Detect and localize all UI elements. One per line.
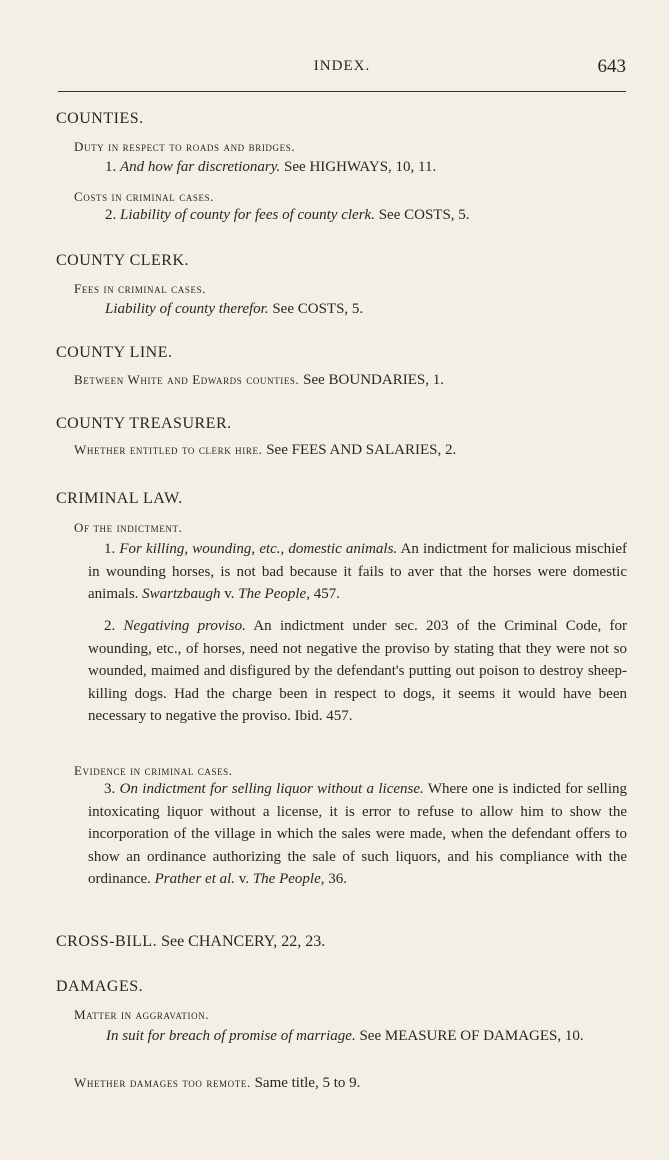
case-page: 36. <box>328 871 347 887</box>
item-italic: In suit for breach of promise of marriage. <box>106 1028 356 1044</box>
damages-item-2 <box>74 1075 360 1092</box>
item-ref: See MEASURE OF DAMAGES, 10. <box>359 1028 584 1044</box>
para-text: An indictment under sec. 203 of the Criminal Code, for wounding, etc., of horses, need not negative the proviso by stating that they were not so wounded, maimed and disfigured by the defendant's putting out poison to destroy sheep-killing dogs. Had the charge been in respect to dogs, it seems it would have been necessary to negative the proviso. Ibid. 457. <box>88 618 627 724</box>
item-ref: See COSTS, 5. <box>378 207 470 223</box>
criminal-law-para-2 <box>88 615 627 728</box>
item-italic: Liability of county therefor. <box>105 301 269 317</box>
para-number: 2. <box>104 618 116 634</box>
page-number: 643 <box>597 56 626 77</box>
header-rule <box>58 91 626 92</box>
county-treasurer-item <box>74 442 456 459</box>
item-ref: See HIGHWAYS, 10, 11. <box>284 159 437 175</box>
item-number: 1. <box>105 159 117 175</box>
case-v: v. <box>238 871 250 887</box>
page-header <box>58 56 626 86</box>
counties-item-2 <box>105 207 470 224</box>
case-party: The People, <box>252 871 325 887</box>
case-party: The People, <box>238 586 310 602</box>
item-italic: And how far discretionary. <box>120 159 281 175</box>
item-ref: See FEES AND SALARIES, 2. <box>266 442 457 458</box>
sub-costs-criminal: Costs in criminal cases. <box>74 189 215 204</box>
heading-criminal-law: CRIMINAL LAW. <box>56 490 183 507</box>
item-sub: Whether entitled to clerk hire. <box>74 442 263 457</box>
sub-indictment: Of the indictment. <box>74 520 183 535</box>
heading-county-treasurer: COUNTY TREASURER. <box>56 415 232 432</box>
para-text: An indictment for malicious mischief in wounding horses, is not bad because it fails to aver that the horses were domestic animals. <box>88 541 627 602</box>
item-sub: Between White and Edwards counties. <box>74 372 300 387</box>
running-title: INDEX. <box>313 58 371 74</box>
case-name: Prather et al. <box>154 871 236 887</box>
para-number: 1. <box>104 541 116 557</box>
sub-evidence-criminal: Evidence in criminal cases. <box>74 763 233 778</box>
county-line-item <box>74 372 444 389</box>
heading-county-line: COUNTY LINE. <box>56 344 173 361</box>
criminal-law-para-1 <box>88 538 627 606</box>
item-number: 2. <box>105 207 117 223</box>
heading-cross-bill: CROSS-BILL. <box>56 933 158 950</box>
case-v: v. <box>224 586 235 602</box>
sub-duty-roads: Duty in respect to roads and bridges. <box>74 139 296 154</box>
para-text: Where one is indicted for selling intoxicating liquor without a license, it is error to refuse to allow him to show the incorporation of the village in which the sales were made, when the defendant offers to show an ordinance authorizing the sale of such liquors, and his compliance with the ordinance. <box>88 781 628 887</box>
county-clerk-item <box>105 301 363 318</box>
heading-county-clerk: COUNTY CLERK. <box>56 252 190 269</box>
criminal-law-para-3 <box>88 778 627 891</box>
sub-fees-criminal: Fees in criminal cases. <box>74 281 207 296</box>
item-italic: Liability of county for fees of county clerk. <box>120 207 375 223</box>
para-number: 3. <box>104 781 116 797</box>
item-ref: See BOUNDARIES, 1. <box>303 372 444 388</box>
counties-item-1 <box>105 159 436 176</box>
item-ref: See CHANCERY, 22, 23. <box>161 933 326 950</box>
para-italic: For killing, wounding, etc., domestic animals. <box>119 541 398 557</box>
item-ref: See COSTS, 5. <box>272 301 364 317</box>
heading-damages: DAMAGES. <box>56 978 144 995</box>
para-italic: On indictment for selling liquor without a license. <box>119 781 424 797</box>
heading-counties: COUNTIES. <box>56 110 144 127</box>
para-italic: Negativing proviso. <box>123 618 246 634</box>
item-ref: Same title, 5 to 9. <box>254 1075 361 1091</box>
case-name: Swartzbaugh <box>142 586 221 602</box>
sub-matter-aggravation: Matter in aggravation. <box>74 1007 210 1022</box>
damages-item-1 <box>90 1025 627 1048</box>
item-sub: Whether damages too remote. <box>74 1075 251 1090</box>
case-page: 457. <box>313 586 340 602</box>
cross-bill-entry <box>56 933 325 951</box>
